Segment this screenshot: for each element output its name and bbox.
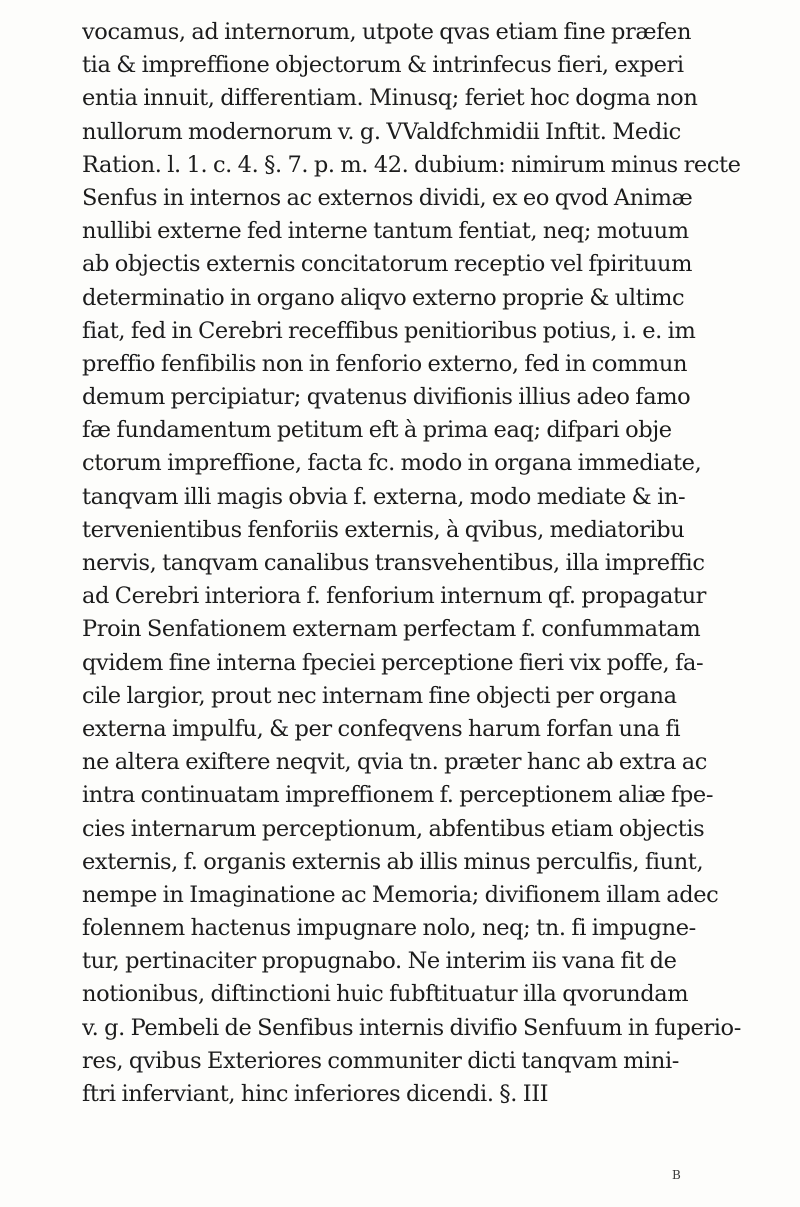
text-line: folennem hactenus impugnare nolo, neq; tn. fi impugne- <box>82 915 696 942</box>
text-line: preffio fenfibilis non in fenforio externo, fed in commun <box>82 350 688 377</box>
text-line: nullibi externe fed interne tantum fentiat, neq; motuum <box>82 218 689 245</box>
text-line: tanqvam illi magis obvia f. externa, modo mediate & in- <box>82 483 686 510</box>
text-line: ab objectis externis concitatorum receptio vel fpirituum <box>82 251 693 278</box>
text-line: fiat, fed in Cerebri receffibus penitioribus potius, i. e. im <box>82 317 696 344</box>
text-line: entia innuit, differentiam. Minusq; feriet hoc dogma non <box>82 85 698 112</box>
text-line: nullorum modernorum v. g. VValdfchmidii Inftit. Medic <box>82 118 681 145</box>
text-line: nempe in Imaginatione ac Memoria; divifionem illam adec <box>82 881 719 908</box>
text-line: nervis, tanqvam canalibus transvehentibus, illa impreffic <box>82 550 705 576</box>
text-line: demum percipiatur; qvatenus divifionis illius adeo famo <box>82 384 691 411</box>
text-line: tervenientibus fenforiis externis, à qvibus, mediatoribu <box>82 516 685 543</box>
text-line: determinatio in organo aliqvo externo proprie & ultimc <box>82 284 685 311</box>
catchword: B <box>672 1168 681 1182</box>
text-line: externa impulfu, & per confeqvens harum forfan una fi <box>82 715 681 742</box>
text-line: res, qvibus Exteriores communiter dicti tanqvam mini- <box>82 1047 679 1074</box>
text-line: tia & impreffione objectorum & intrinfecus fieri, experi <box>82 52 684 79</box>
text-line: cile largior, prout nec internam fine objecti per organa <box>82 682 677 709</box>
text-line: externis, f. organis externis ab illis minus perculfis, fiunt, <box>82 848 704 875</box>
text-line: qvidem fine interna fpeciei perceptione fieri vix poffe, fa- <box>82 649 704 676</box>
text-line: Ration. l. 1. c. 4. §. 7. p. m. 42. dubium: nimirum minus recte <box>82 151 741 178</box>
text-line: notionibus, diftinctioni huic fubftituatur illa qvorundam <box>82 981 689 1008</box>
text-line: vocamus, ad internorum, utpote qvas etiam fine præfen <box>82 19 692 45</box>
text-line: fæ fundamentum petitum eft à prima eaq; difpari obje <box>82 417 672 444</box>
text-line: ad Cerebri interiora f. fenforium internum qf. propagatur <box>82 583 707 610</box>
text-line: intra continuatam impreffionem f. perceptionem aliæ fpe- <box>82 782 714 809</box>
text-line: ctorum impreffione, facta fc. modo in organa immediate, <box>82 450 702 477</box>
text-line: tur, pertinaciter propugnabo. Ne interim iis vana fit de <box>82 948 677 975</box>
body-text <box>82 16 794 1111</box>
text-line: cies internarum perceptionum, abfentibus etiam objectis <box>82 815 705 842</box>
text-line: v. g. Pembeli de Senfibus internis divifio Senfuum in fuperio- <box>82 1014 741 1041</box>
text-line: Proin Senfationem externam perfectam f. confummatam <box>82 616 701 643</box>
text-line: ne altera exiftere neqvit, qvia tn. præter hanc ab extra ac <box>82 749 708 776</box>
text-line: Senfus in internos ac externos dividi, ex eo qvod Animæ <box>82 184 693 211</box>
text-line: ftri inferviant, hinc inferiores dicendi. §. III <box>82 1081 549 1107</box>
